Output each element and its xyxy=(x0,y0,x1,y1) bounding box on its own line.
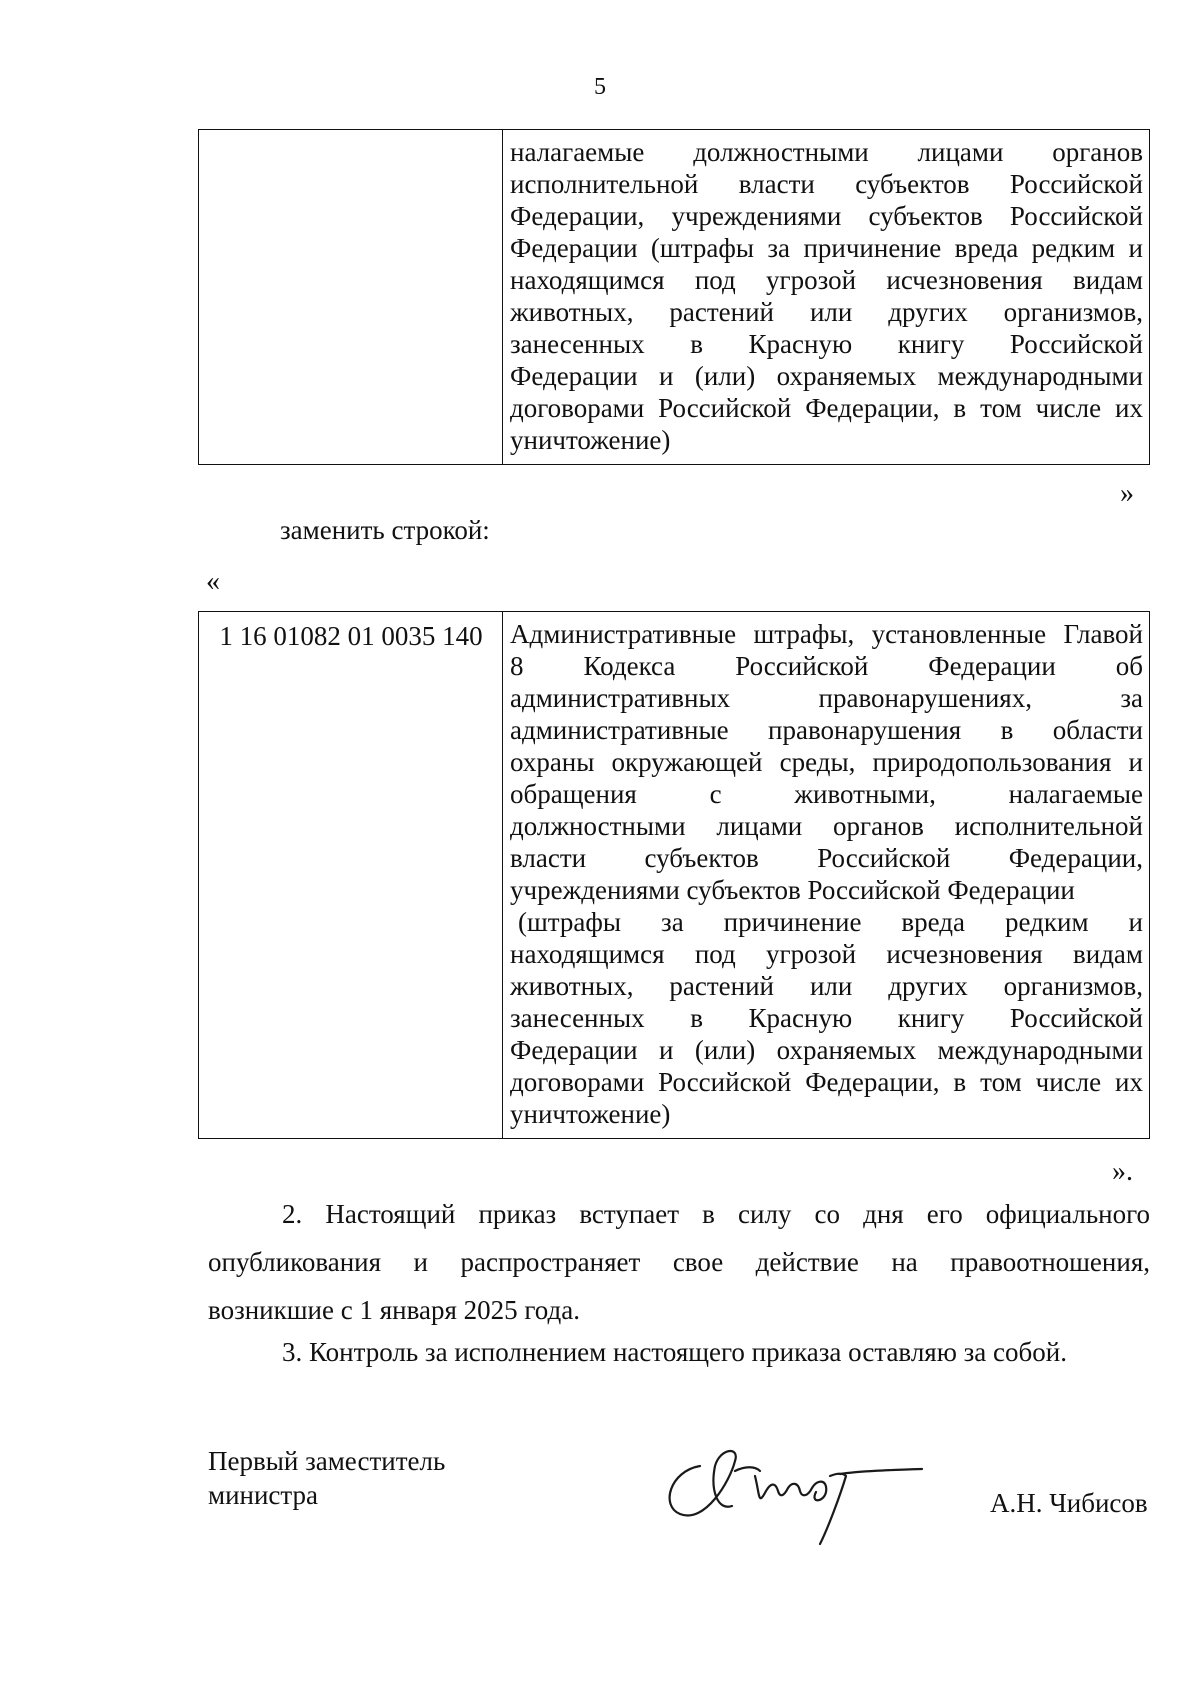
signer-title-line: министра xyxy=(208,1480,319,1510)
description-line: Федерации, учреждениями субъектов Российской xyxy=(510,201,1143,231)
description-line: Федерации и (или) охраняемых международными xyxy=(510,361,1143,391)
description-line: исполнительной власти субъектов Российской xyxy=(510,169,1143,199)
paragraph-line: 2. Настоящий приказ вступает в силу со дня его официального xyxy=(282,1199,1150,1229)
paragraph-effective-date xyxy=(208,1190,1150,1334)
signer-name: А.Н. Чибисов xyxy=(990,1488,1148,1518)
handwritten-signature xyxy=(660,1436,930,1546)
paragraph-line: 3. Контроль за исполнением настоящего приказа оставляю за собой. xyxy=(282,1337,1067,1367)
description-line: животных, растений или других организмов, xyxy=(510,971,1143,1001)
paragraph-line: возникшие с 1 января 2025 года. xyxy=(208,1295,580,1325)
signer-title xyxy=(208,1444,445,1512)
description-line: охраны окружающей среды, природопользования и xyxy=(510,747,1143,777)
closing-quote-final: ». xyxy=(1112,1156,1133,1187)
description-line: Административные штрафы, установленные Главой xyxy=(510,619,1143,649)
description-line: налагаемые должностными лицами органов xyxy=(510,137,1143,167)
description-line: учреждениями субъектов Российской Федерации xyxy=(510,875,1075,905)
description-line: занесенных в Красную книгу Российской xyxy=(510,1003,1143,1033)
new-row-description-cell xyxy=(503,612,1150,1139)
old-row-code-cell xyxy=(199,130,503,465)
closing-quote: » xyxy=(1120,478,1134,509)
table-row xyxy=(199,612,1150,1139)
description-line: должностными лицами органов исполнительной xyxy=(510,811,1143,841)
old-row-description-cell xyxy=(503,130,1150,465)
opening-quote: « xyxy=(206,566,220,597)
new-row-table xyxy=(198,611,1150,1139)
new-row-code-cell: 1 16 01082 01 0035 140 xyxy=(199,612,503,1139)
description-line: обращения с животными, налагаемые xyxy=(510,779,1143,809)
description-line: административных правонарушениях, за xyxy=(510,683,1143,713)
description-line: Федерации (штрафы за причинение вреда редким и xyxy=(510,233,1143,263)
description-line: животных, растений или других организмов, xyxy=(510,297,1143,327)
paragraph-control xyxy=(208,1328,1150,1376)
replace-label: заменить строкой: xyxy=(280,515,490,545)
description-line: уничтожение) xyxy=(510,1099,671,1129)
description-line: административные правонарушения в области xyxy=(510,715,1143,745)
description-line: уничтожение) xyxy=(510,425,671,455)
description-line: находящимся под угрозой исчезновения видам xyxy=(510,265,1143,295)
description-line: договорами Российской Федерации, в том числе их xyxy=(510,1067,1143,1097)
description-line: находящимся под угрозой исчезновения видам xyxy=(510,939,1143,969)
description-line: договорами Российской Федерации, в том числе их xyxy=(510,393,1143,423)
signer-title-line: Первый заместитель xyxy=(208,1446,446,1476)
description-line: власти субъектов Российской Федерации, xyxy=(510,843,1143,873)
table-row xyxy=(199,130,1150,465)
old-row-table xyxy=(198,129,1150,465)
description-line: 8 Кодекса Российской Федерации об xyxy=(510,651,1143,681)
paragraph-line: опубликования и распространяет свое действие на правоотношения, xyxy=(208,1247,1150,1277)
description-line: (штрафы за причинение вреда редким и xyxy=(518,907,1143,937)
page-number: 5 xyxy=(594,74,606,100)
description-line: занесенных в Красную книгу Российской xyxy=(510,329,1143,359)
description-line: Федерации и (или) охраняемых международными xyxy=(510,1035,1143,1065)
